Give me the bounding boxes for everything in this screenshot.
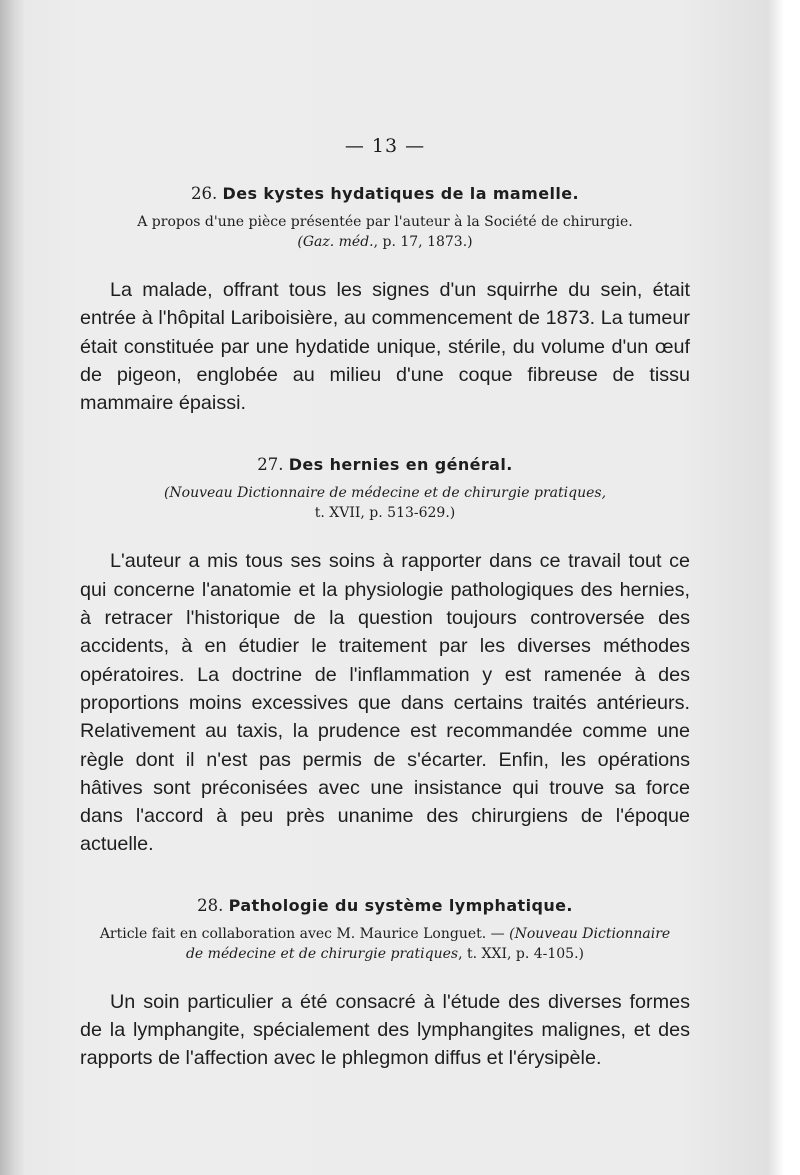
- entry-27-body: L'auteur a mis tous ses soins à rapporter dans ce travail tout ce qui concerne l'anatomie et la physiologie pathologiques des hernies, à retracer l'historique de la question toujours controversée des accidents, à en étudier le traitement par les diverses méthodes opératoires. La doctrine de l'inflammation y est ramenée à des proportions moins excessives que dans certains traités antérieurs. Relativement au taxis, la prudence est recommandée comme une règle dont il n'est pas permis de s'écarter. Enfin, les opérations hâtives sont préconisées avec une insistance qui trouve sa force dans l'accord à peu près unanime des chirurgiens de l'époque actuelle.: [80, 550, 690, 856]
- entry-26-citation-source: (Gaz. méd.: [297, 234, 374, 250]
- entry-27-heading: [80, 455, 690, 474]
- entry-26-citation-line1: A propos d'une pièce présentée par l'auteur à la Société de chirurgie.: [137, 214, 633, 230]
- entry-26-title: Des kystes hydatiques de la mamelle.: [222, 184, 579, 203]
- page-number: — 13 —: [344, 135, 426, 157]
- entry-26-citation-ref: , p. 17, 1873.): [373, 234, 473, 250]
- entry-28-heading: [80, 896, 690, 915]
- entry-27-title: Des hernies en général.: [288, 455, 513, 475]
- page-binding-edge: [0, 0, 24, 1175]
- entry-28-number: 28.: [197, 895, 224, 915]
- entry-28-citation-source-start: (Nouveau Dictionnaire: [509, 925, 671, 942]
- entry-27-citation-source: (Nouveau Dictionnaire de médecine et de chirurgie pratiques,: [163, 485, 607, 502]
- entry-28-citation-source-end: de médecine et de chirurgie pratiques: [185, 945, 459, 962]
- entry-26-heading: [80, 184, 690, 203]
- entry-27-citation-ref: t. XVII, p. 513-629.): [314, 505, 456, 522]
- entry-26-citation: [80, 212, 690, 252]
- entry-26-number: 26.: [191, 184, 218, 203]
- entry-27-number: 27.: [257, 455, 284, 475]
- entry-27-citation: [80, 483, 690, 523]
- entry-28-citation-ref: , t. XXI, p. 4-105.): [458, 945, 585, 962]
- entry-28-citation-authors: Article fait en collaboration avec M. Maurice Longuet. —: [99, 925, 510, 942]
- document-page: [80, 120, 690, 1073]
- entry-28-body: Un soin particulier a été consacré à l'étude des diverses formes de la lymphangite, spécialement des lymphangites malignes, et des rapports de l'affection avec le phlegmon diffus et l'érysipèle.: [80, 990, 690, 1070]
- entry-28-citation: [80, 924, 690, 964]
- entry-28-title: Pathologie du système lymphatique.: [228, 895, 573, 915]
- entry-26-body: La malade, offrant tous les signes d'un squirrhe du sein, était entrée à l'hôpital Lariboisière, au commencement de 1873. La tumeur était constituée par une hydatide unique, stérile, du volume d'un œuf de pigeon, englobée au milieu d'une coque fibreuse de tissu mammaire épaissi.: [80, 279, 690, 415]
